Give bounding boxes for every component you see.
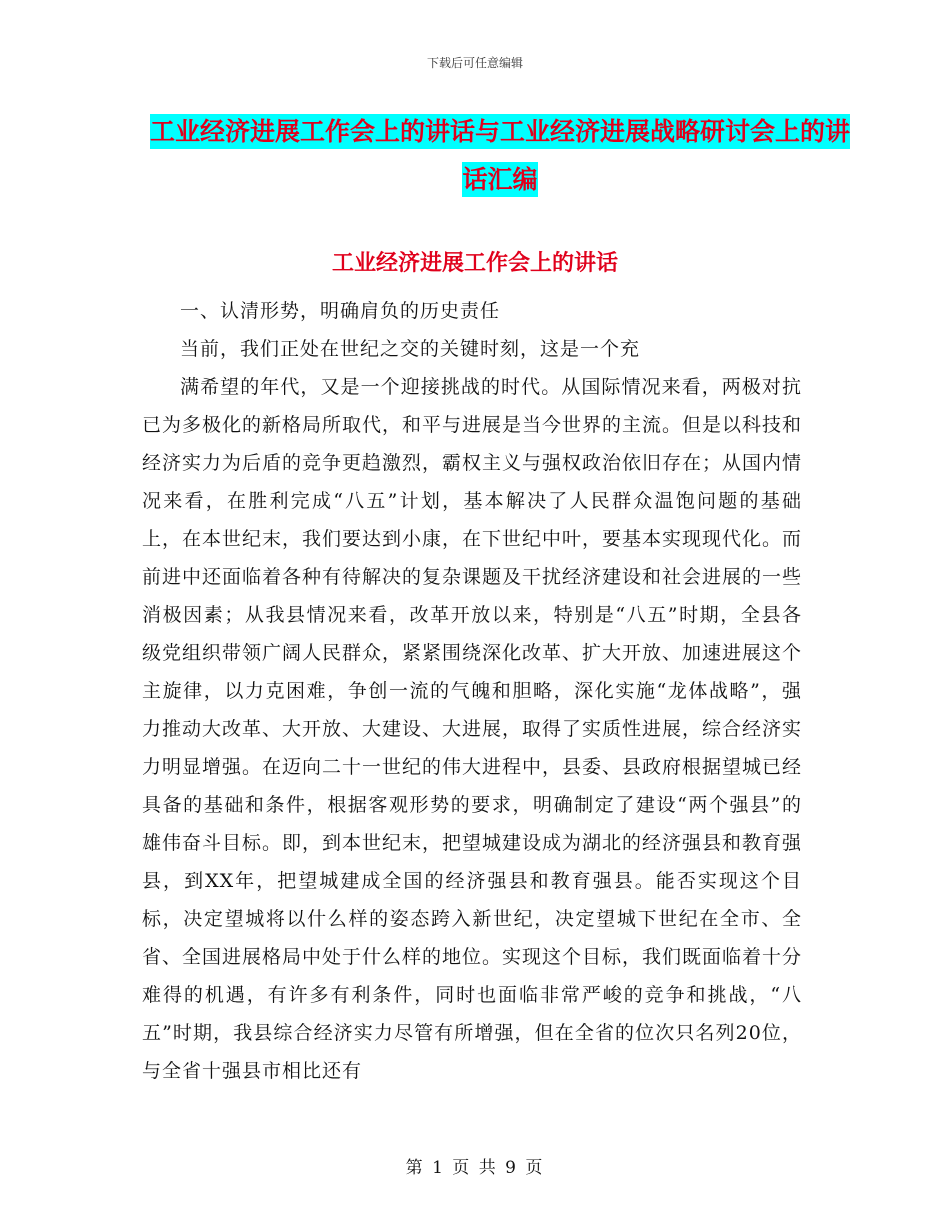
paragraph-1: 当前，我们正处在世纪之交的关键时刻，这是一个充 bbox=[180, 338, 641, 360]
heading-1: 一、认清形势，明确肩负的历史责任 bbox=[180, 300, 501, 322]
paragraph-2: 满希望的年代，又是一个迎接挑战的时代。从国际情况来看，两极对抗已为多极化的新格局所取代，和平与进展是当今世界的主流。但是以科技和经济实力为后盾的竞争更趋激烈，霸权主义与强权政治依旧存在；从国内情况来看，在胜利完成“八五”计划，基本解决了人民群众温饱问题的基础上，在本世纪末，我们要达到小康，在下世纪中叶，要基本实现现代化。而前进中还面临着各种有待解决的复杂课题及干扰经济建设和社会进展的一些消极因素；从我县情况来看，改革开放以来，特别是“八五”时期，全县各级党组织带领广阔人民群众，紧紧围绕深化改革、扩大开放、加速进展这个主旋律，以力克困难，争创一流的气魄和胆略，深化实施“龙体战略”，强力推动大改革、大开放、大建设、大进展，取得了实质性进展，综合经济实力明显增强。在迈向二十一世纪的伟大进程中，县委、县政府根据望城已经具备的基础和条件，根据客观形势的要求，明确制定了建设“两个强县”的雄伟奋斗目标。即，到本世纪末，把望城建设成为湖北的经济强县和教育强县，到XX年，把望城建成全国的经济强县和教育强县。能否实现这个目标，决定望城将以什么样的姿态跨入新世纪，决定望城下世纪在全市、全省、全国进展格局中处于什么样的地位。实现这个目标，我们既面临着十分难得的机遇，有许多有利条件，同时也面临非常严峻的竞争和挑战，“八五”时期，我县综合经济实力尽管有所增强，但在全省的位次只名列20位，与全省十强县市相比还有 bbox=[142, 376, 803, 1082]
document-title bbox=[150, 108, 850, 204]
body-text bbox=[142, 292, 802, 1090]
document-title-text: 工业经济进展工作会上的讲话与工业经济进展战略研讨会上的讲话汇编 bbox=[150, 114, 850, 197]
section-title: 工业经济进展工作会上的讲话 bbox=[331, 251, 618, 276]
page-number: 第 1 页 共 9 页 bbox=[405, 1158, 545, 1178]
header-note: 下载后可任意编辑 bbox=[426, 56, 523, 70]
